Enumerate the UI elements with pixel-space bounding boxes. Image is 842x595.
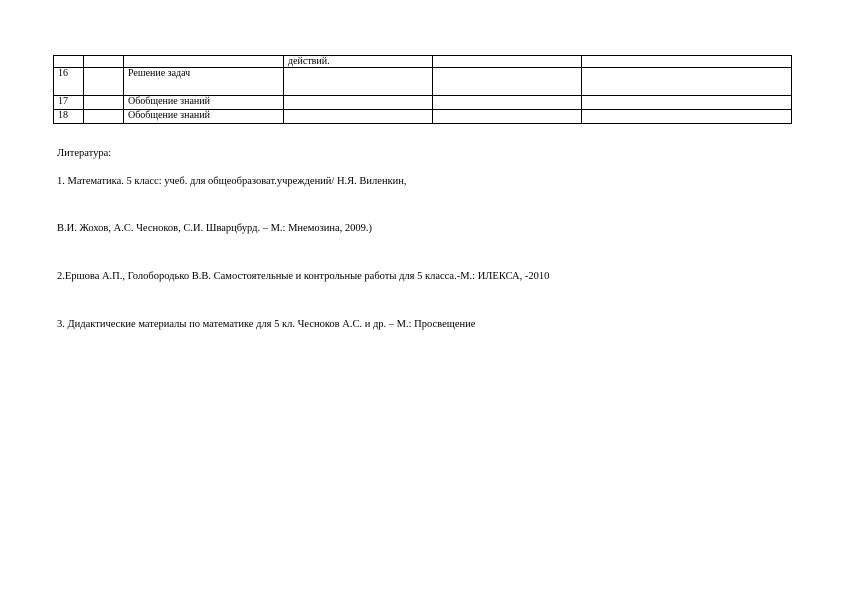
content-cell	[284, 68, 433, 96]
content-cell: действий.	[284, 56, 433, 68]
date-cell	[84, 96, 124, 110]
lesson-number-cell: 16	[54, 68, 84, 96]
literature-item-1-continuation: В.И. Жохов, А.С. Чесноков, С.И. Шварцбурд. – М.: Мнемозина, 2009.)	[57, 223, 372, 234]
table-cell	[433, 56, 582, 68]
topic-cell: Обобщение знаний	[124, 96, 284, 110]
date-cell	[84, 56, 124, 68]
table-cell	[582, 96, 792, 110]
table-cell	[433, 96, 582, 110]
literature-item-2: 2.Ершова А.П., Голобородько В.В. Самостоятельные и контрольные работы для 5 класса.-М.: ИЛЕКСА, -2010	[57, 271, 550, 282]
table-cell	[582, 68, 792, 96]
literature-item-3: 3. Дидактические материалы по математике для 5 кл. Чесноков А.С. и др. – М.: Просвещение	[57, 319, 476, 330]
lesson-number-cell: 18	[54, 110, 84, 124]
table-row	[54, 110, 792, 124]
topic-cell: Решение задач	[124, 68, 284, 96]
topic-cell: Обобщение знаний	[124, 110, 284, 124]
date-cell	[84, 68, 124, 96]
content-cell	[284, 96, 433, 110]
table-cell	[582, 56, 792, 68]
table-row	[54, 56, 792, 68]
lesson-plan-table	[53, 55, 792, 124]
lesson-number-cell: 17	[54, 96, 84, 110]
table-cell	[582, 110, 792, 124]
literature-heading: Литература:	[57, 148, 112, 159]
table-row	[54, 96, 792, 110]
literature-item-1: 1. Математика. 5 класс: учеб. для общеобразоват.учреждений/ Н.Я. Виленкин,	[57, 176, 407, 187]
content-cell	[284, 110, 433, 124]
lesson-number-cell	[54, 56, 84, 68]
date-cell	[84, 110, 124, 124]
topic-cell	[124, 56, 284, 68]
table-cell	[433, 68, 582, 96]
table-row	[54, 68, 792, 96]
table-cell	[433, 110, 582, 124]
